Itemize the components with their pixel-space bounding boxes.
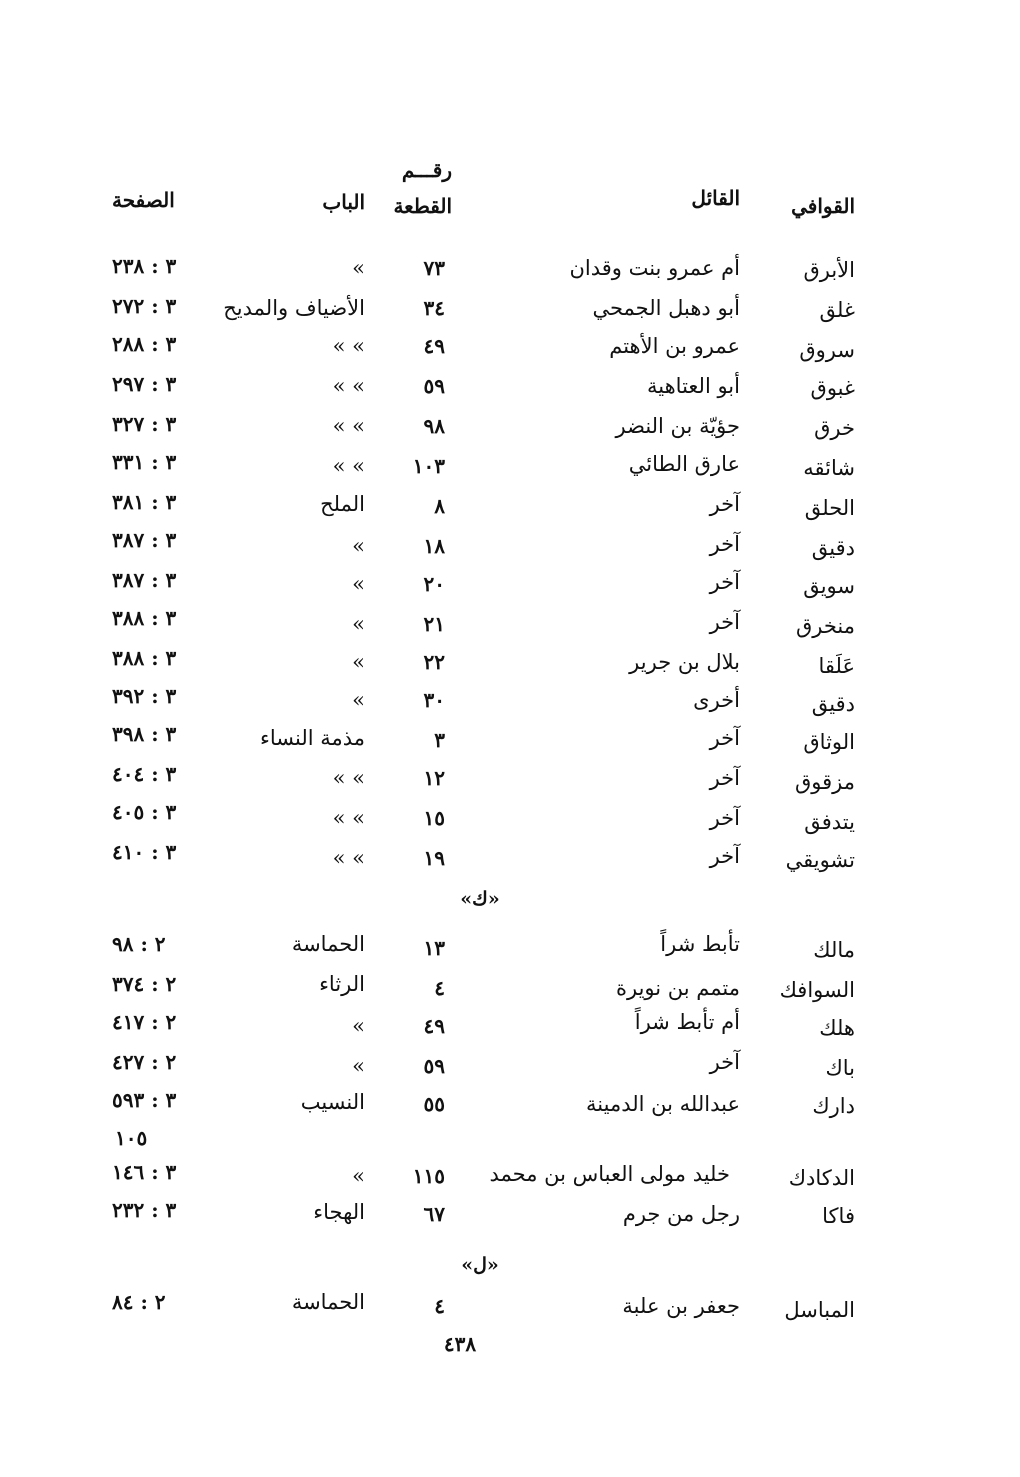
- rhyme: هلك: [819, 1016, 855, 1040]
- page-ref: ٣ : ٣٣١: [112, 450, 177, 474]
- chapter: »: [352, 612, 365, 636]
- poet: أبو العتاهية: [647, 374, 740, 398]
- poet: آخر: [709, 570, 740, 594]
- chapter: الهجاء: [313, 1200, 365, 1224]
- chapter: »: [352, 572, 365, 596]
- rhyme: مزقوق: [794, 770, 855, 794]
- chapter: »: [352, 534, 365, 558]
- chapter: »: [352, 1164, 365, 1188]
- piece-number: ٦٧: [423, 1202, 445, 1226]
- chapter: مذمة النساء: [259, 726, 365, 750]
- chapter: الحماسة: [291, 1290, 365, 1314]
- poet: آخر: [709, 766, 740, 790]
- piece-number: ٣: [434, 728, 445, 752]
- chapter: الحماسة: [291, 932, 365, 956]
- poet: أم تأبط شراً: [634, 1010, 740, 1034]
- chapter: » »: [332, 374, 365, 398]
- rhyme: غبوق: [810, 376, 855, 400]
- poet: آخر: [709, 806, 740, 830]
- rhyme: المباسل: [784, 1298, 855, 1322]
- chapter: النسيب: [300, 1090, 365, 1114]
- rhyme: يتدفق: [804, 810, 855, 834]
- chapter: » »: [332, 334, 365, 358]
- rhyme: دقيق: [811, 536, 855, 560]
- piece-number: ١٩: [423, 846, 445, 870]
- header-qawafi: القوافي: [791, 194, 855, 218]
- piece-number: ٥٩: [423, 374, 445, 398]
- poet: أخرى: [693, 688, 740, 712]
- chapter: »: [352, 1054, 365, 1078]
- page-ref: ٣ : ٢٨٨: [112, 332, 177, 356]
- piece-number: ٥٩: [423, 1054, 445, 1078]
- piece-number: ٢٠: [423, 572, 445, 596]
- header-raqm-top: رقـــم: [401, 158, 452, 182]
- page-ref: ٣ : ٤١٠: [112, 840, 177, 864]
- chapter: »: [352, 256, 365, 280]
- chapter: » »: [332, 766, 365, 790]
- piece-number: ١٥: [423, 806, 445, 830]
- piece-number: ٤: [434, 1294, 445, 1318]
- header-qail: القائل: [691, 186, 740, 210]
- poet: عبدالله بن الدمينة: [586, 1092, 740, 1116]
- rhyme: مالك: [813, 938, 855, 962]
- piece-number: ٢١: [423, 612, 445, 636]
- piece-number: ٢٢: [423, 650, 445, 674]
- poet: خليد مولى العباس بن محمد: [489, 1162, 730, 1186]
- chapter: »: [352, 688, 365, 712]
- poet: آخر: [709, 1050, 740, 1074]
- piece-number: ٤٩: [423, 334, 445, 358]
- header-safha: الصفحة: [112, 188, 175, 212]
- page-ref: ٣ : ٣٨٧: [112, 568, 177, 592]
- poet: رجل من جرم: [622, 1202, 740, 1226]
- piece-number: ٤٩: [423, 1014, 445, 1038]
- rhyme: شائقه: [803, 456, 855, 480]
- rhyme: عَلَقا: [818, 654, 855, 678]
- piece-number: ١٨: [423, 534, 445, 558]
- piece-number: ٣٠: [423, 688, 445, 712]
- poet: بلال بن جرير: [629, 650, 740, 674]
- chapter: » »: [332, 846, 365, 870]
- poet: جعفر بن علبة: [622, 1294, 740, 1318]
- piece-number: ٩٨: [423, 414, 445, 438]
- rhyme: الدكادك: [788, 1166, 855, 1190]
- rhyme: سروق: [799, 338, 855, 362]
- header-raqm-bottom: القطعة: [393, 194, 452, 218]
- page-ref: ٣ : ٣٩٢: [112, 684, 177, 708]
- poet: آخر: [709, 844, 740, 868]
- poet: عمرو بن الأهتم: [609, 334, 740, 358]
- chapter: » »: [332, 806, 365, 830]
- rhyme: تشويقي: [785, 848, 855, 872]
- poet: عارق الطائي: [628, 452, 740, 476]
- rhyme: سويق: [803, 574, 855, 598]
- page-ref: ٣ : ٣٨١: [112, 490, 177, 514]
- page-ref: ٣ : ٣٨٨: [112, 606, 177, 630]
- page-ref: ٣ : ٣٨٨: [112, 646, 177, 670]
- poet: تأبط شراً: [660, 932, 740, 956]
- rhyme: دقيق: [811, 692, 855, 716]
- page-ref: ٣ : ٣٩٨: [112, 722, 177, 746]
- poet: آخر: [709, 492, 740, 516]
- rhyme: الوثاق: [803, 730, 855, 754]
- piece-number: ٧٣: [423, 256, 445, 280]
- piece-number: ١٣: [423, 936, 445, 960]
- page-ref: ٣ : ٤٠٤: [112, 762, 177, 786]
- piece-number: ٥٥: [423, 1092, 445, 1116]
- rhyme: الأبرق: [803, 258, 855, 282]
- page-ref: ٢ : ٨٤: [112, 1290, 166, 1314]
- page-number: ٤٣٨: [443, 1332, 477, 1356]
- poet: أبو دهبل الجمحي: [592, 296, 740, 320]
- page-ref-continued: ١٠٥: [115, 1126, 148, 1150]
- rhyme: باك: [825, 1056, 855, 1080]
- section-heading-lam: «ل»: [461, 1254, 499, 1276]
- page-ref: ٣ : ٢٧٢: [112, 294, 177, 318]
- page-ref: ٢ : ٣٧٤: [112, 972, 177, 996]
- page-ref: ٣ : ٢٩٧: [112, 372, 177, 396]
- poet: جؤيّة بن النضر: [615, 414, 740, 438]
- page-ref: ٢ : ٤٢٧: [112, 1050, 177, 1074]
- page-ref: ٢ : ٤١٧: [112, 1010, 177, 1034]
- section-heading-kaf: «ك»: [460, 888, 500, 910]
- chapter: »: [352, 1014, 365, 1038]
- page-ref: ٣ : ٢٣٢: [112, 1198, 177, 1222]
- rhyme: غلق: [819, 298, 855, 322]
- rhyme: خرق: [814, 416, 855, 440]
- piece-number: ١١٥: [412, 1164, 445, 1188]
- poet: آخر: [709, 610, 740, 634]
- chapter: »: [352, 650, 365, 674]
- page-ref: ٢ : ٩٨: [112, 932, 166, 956]
- page-ref: ٣ : ٣٢٧: [112, 412, 177, 436]
- page-ref: ٣ : ٢٣٨: [112, 254, 177, 278]
- chapter: الرثاء: [319, 972, 365, 996]
- poet: آخر: [709, 726, 740, 750]
- poet: أم عمرو بنت وقدان: [569, 256, 740, 280]
- page-ref: ٣ : ٣٨٧: [112, 528, 177, 552]
- piece-number: ٤: [434, 976, 445, 1000]
- rhyme: الحلق: [804, 496, 855, 520]
- chapter: » »: [332, 454, 365, 478]
- piece-number: ١٠٣: [412, 454, 445, 478]
- page-ref: ٣ : ١٤٦: [112, 1160, 177, 1184]
- page-ref: ٣ : ٤٠٥: [112, 800, 177, 824]
- chapter: الأضياف والمديح: [223, 296, 365, 320]
- piece-number: ١٢: [423, 766, 445, 790]
- header-bab: الباب: [322, 190, 365, 214]
- rhyme: منخرق: [795, 614, 855, 638]
- rhyme: دارك: [812, 1094, 855, 1118]
- poet: آخر: [709, 532, 740, 556]
- piece-number: ٨: [434, 494, 445, 518]
- rhyme: السوافك: [779, 978, 855, 1002]
- chapter: » »: [332, 414, 365, 438]
- poet: متمم بن نويرة: [615, 976, 740, 1000]
- page-ref: ٣ : ٥٩٣: [112, 1088, 177, 1112]
- chapter: الملح: [320, 492, 365, 516]
- piece-number: ٣٤: [423, 296, 445, 320]
- rhyme: فاكا: [822, 1204, 855, 1228]
